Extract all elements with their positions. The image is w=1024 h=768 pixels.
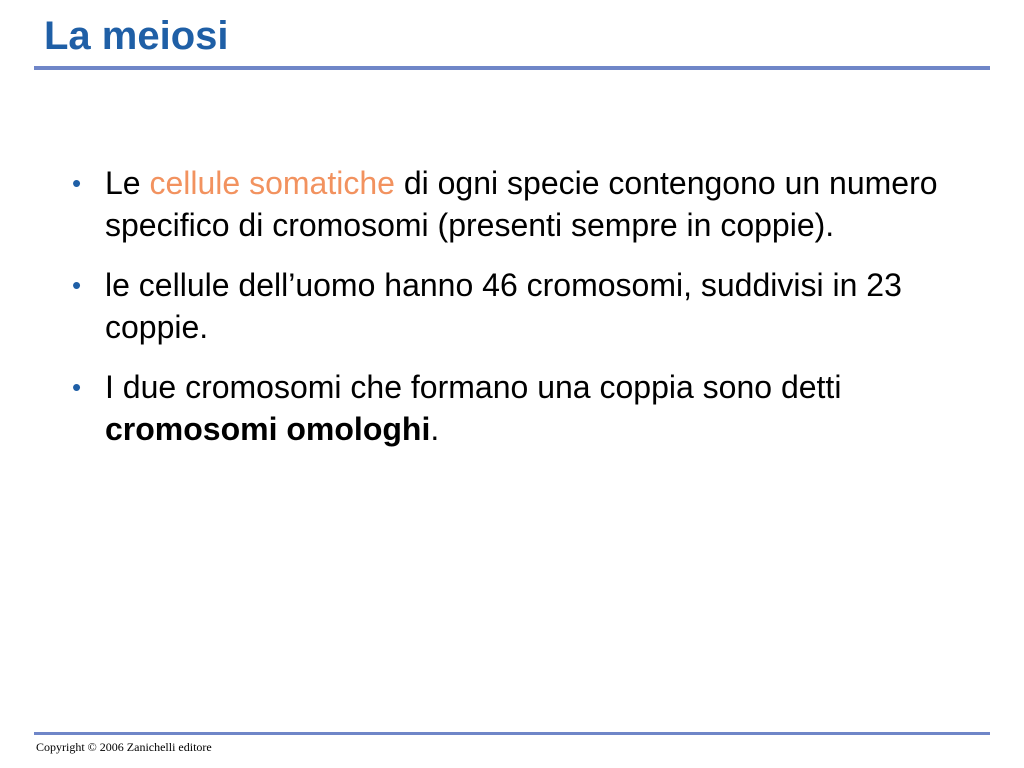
- slide-title: La meiosi: [44, 14, 229, 58]
- bullet-text-part: di ogni specie contengono un numero specifico di cromosomi (presenti sempre in coppie).: [105, 165, 938, 243]
- bullet-text-part: Le: [105, 165, 150, 201]
- bold-term: cromosomi omologhi: [105, 411, 431, 447]
- copyright-footer: Copyright © 2006 Zanichelli editore: [36, 740, 212, 754]
- bullet-marker: •: [72, 372, 82, 402]
- title-divider: [34, 66, 990, 70]
- bullet-item: [72, 264, 992, 348]
- bullet-text-part: .: [430, 411, 440, 447]
- bullet-marker: •: [72, 168, 82, 198]
- bullet-item: [72, 366, 992, 450]
- bullet-text: le cellule dell’uomo hanno 46 cromosomi, suddivisi in 23 coppie.: [105, 267, 902, 345]
- bullet-marker: •: [72, 270, 82, 300]
- bullet-item: [72, 162, 992, 246]
- highlighted-term: cellule somatiche: [149, 165, 395, 201]
- bullet-text-part: I due cromosomi che formano una coppia sono detti: [105, 369, 842, 405]
- footer-divider: [34, 732, 990, 735]
- bullet-list: [72, 162, 992, 468]
